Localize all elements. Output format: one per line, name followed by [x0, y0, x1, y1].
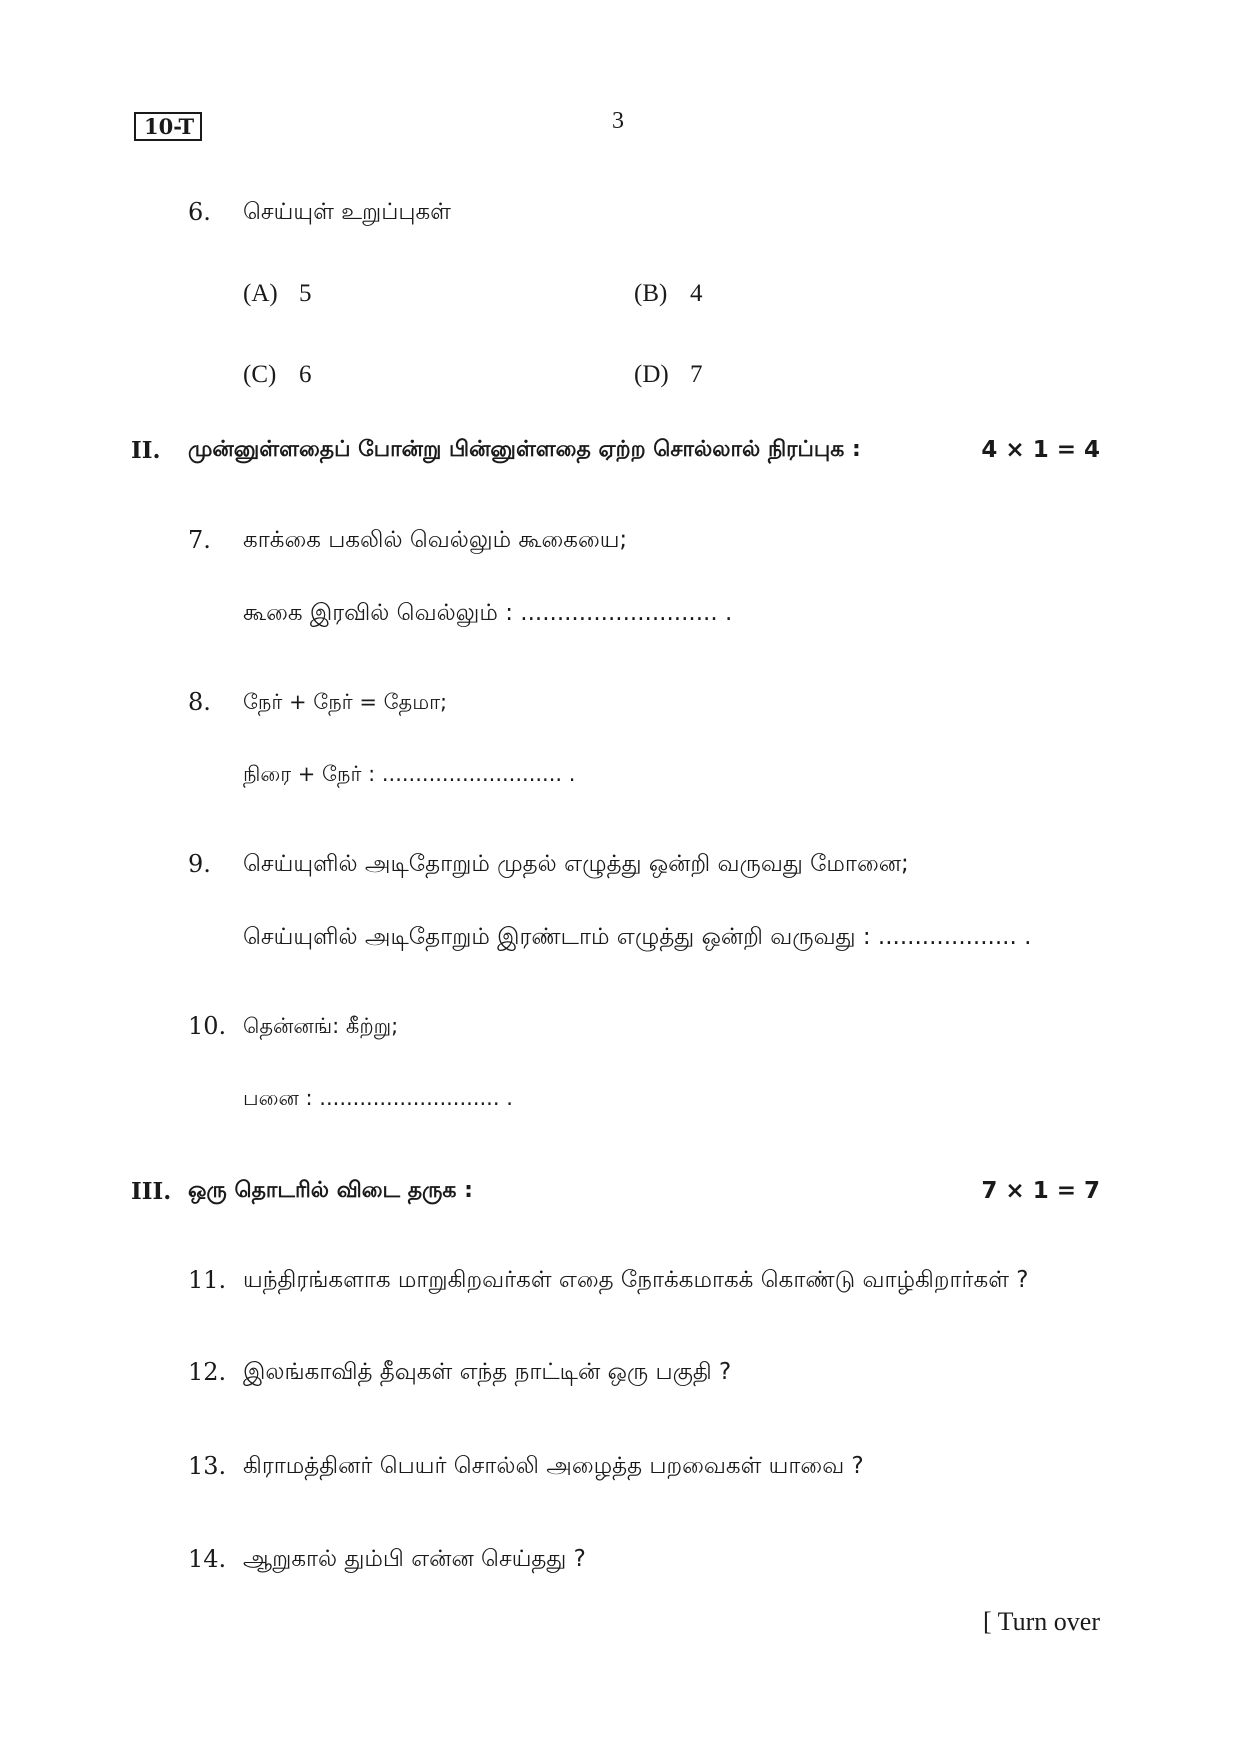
question-text: இலங்காவித் தீவுகள் எந்த நாட்டின் ஒரு பகுதி ? [243, 1359, 732, 1385]
turn-over-note: [ Turn over [982, 1607, 1100, 1636]
question-number: 14. [188, 1545, 227, 1573]
section-title: முன்னுள்ளதைப் போன்று பின்னுள்ளதை ஏற்ற சொல்லால் நிரப்புக : [188, 437, 861, 462]
question-number: 7. [188, 526, 211, 554]
question-text: ஆறுகால் தும்பி என்ன செய்தது ? [243, 1546, 586, 1572]
question-text: தென்னங்: கீற்று; [243, 1014, 399, 1038]
question-text: காக்கை பகலில் வெல்லும் கூகையை; [243, 527, 628, 553]
option-value-a: 5 [299, 280, 312, 307]
page-number: 3 [612, 108, 624, 134]
question-text: கிராமத்தினர் பெயர் சொல்லி அழைத்த பறவைகள் யாவை ? [243, 1453, 864, 1479]
paper-code-box: 10-T [134, 112, 202, 141]
section-marks: 4 × 1 = 4 [981, 437, 1100, 463]
question-number: 12. [188, 1358, 227, 1386]
section-number: III. [131, 1178, 172, 1205]
option-label-c: (C) [243, 361, 277, 388]
question-number: 13. [188, 1452, 227, 1480]
question-number: 10. [188, 1012, 227, 1040]
question-text: செய்யுளில் அடிதோறும் முதல் எழுத்து ஒன்றி வருவது மோனை; [243, 851, 909, 877]
option-value-c: 6 [299, 361, 312, 388]
question-text: நேர் + நேர் = தேமா; [243, 690, 448, 714]
option-value-d: 7 [690, 361, 703, 388]
blank-line: நிரை + நேர் : ........................... . [243, 762, 576, 786]
blank-line: பனை : ........................... . [243, 1086, 513, 1110]
question-text: செய்யுள் உறுப்புகள் [243, 199, 451, 225]
question-number: 8. [188, 688, 211, 716]
section-title: ஒரு தொடரில் விடை தருக : [188, 1178, 473, 1203]
section-number: II. [131, 437, 161, 464]
question-number: 9. [188, 850, 211, 878]
option-value-b: 4 [690, 280, 703, 307]
blank-line: செய்யுளில் அடிதோறும் இரண்டாம் எழுத்து ஒன்றி வருவது : ................... . [243, 924, 1032, 950]
option-label-d: (D) [634, 361, 669, 388]
question-number: 6. [188, 198, 211, 226]
option-label-a: (A) [243, 280, 278, 307]
blank-line: கூகை இரவில் வெல்லும் : ........................... . [243, 600, 733, 626]
question-text: யந்திரங்களாக மாறுகிறவர்கள் எதை நோக்கமாகக் கொண்டு வாழ்கிறார்கள் ? [243, 1267, 1029, 1293]
option-label-b: (B) [634, 280, 668, 307]
section-marks: 7 × 1 = 7 [981, 1178, 1100, 1204]
question-number: 11. [188, 1266, 227, 1294]
